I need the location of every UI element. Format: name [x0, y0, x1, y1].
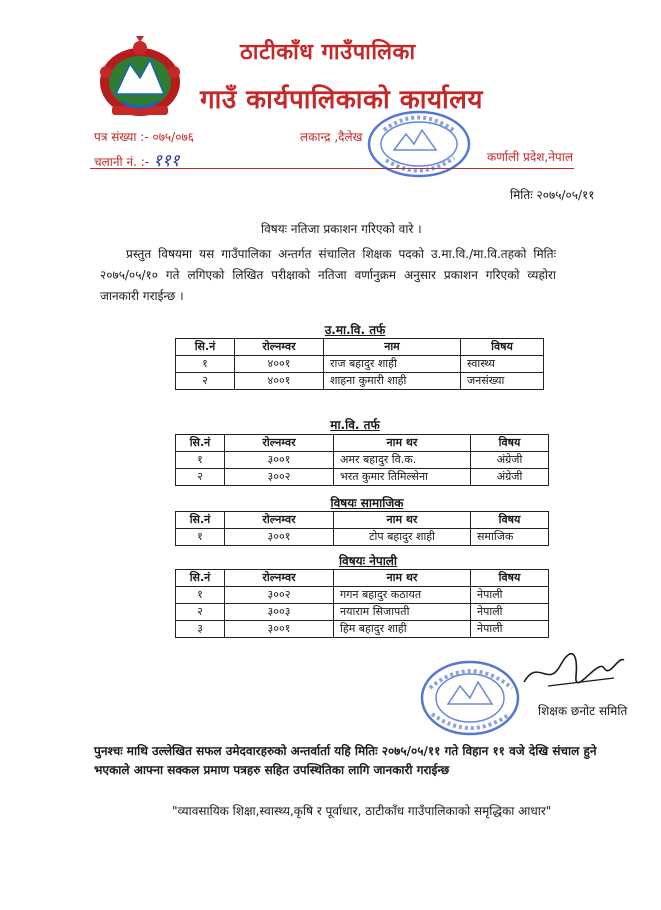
results-table	[175, 569, 549, 638]
col-header: रोल्नम्वर	[225, 435, 334, 452]
signature-icon	[518, 648, 628, 694]
cell: २	[176, 469, 225, 486]
ref-number: पत्र संख्या :- ०७५/०७६	[94, 130, 194, 144]
section-title: विषयः सामाजिक	[330, 496, 404, 510]
col-header: नाम थर	[334, 570, 471, 587]
cell: गगन बहादुर कठायत	[334, 587, 471, 604]
cell: ४००१	[235, 356, 324, 373]
cell: १	[176, 356, 235, 373]
cell: हिम बहादुर शाही	[334, 621, 471, 638]
col-header: नाम	[324, 339, 461, 356]
cell: १	[176, 452, 225, 469]
cell: २	[176, 604, 225, 621]
dispatch-number: १११	[153, 151, 180, 171]
table-row	[176, 604, 549, 621]
cell: जनसंख्या	[461, 373, 544, 390]
cell: समाजिक	[471, 529, 549, 546]
cell: अंग्रेजी	[471, 452, 549, 469]
letter-subject: विषयः नतिजा प्रकाशन गरिएको वारे ।	[261, 222, 422, 236]
cell: २	[176, 373, 235, 390]
dispatch-label: चलानी नं. :-	[94, 155, 150, 169]
table-row	[176, 452, 549, 469]
cell: ३००२	[225, 469, 334, 486]
col-header: सि.नं	[176, 435, 225, 452]
cell: ३००१	[225, 529, 334, 546]
col-header: नाम थर	[334, 512, 471, 529]
col-header: रोल्नम्वर	[225, 512, 334, 529]
col-header: विषय	[471, 512, 549, 529]
cell: नेपाली	[471, 621, 549, 638]
cell: १	[176, 587, 225, 604]
col-header: रोल्नम्वर	[225, 570, 334, 587]
cell: नेपाली	[471, 587, 549, 604]
cell: अमर बहादुर वि.क.	[334, 452, 471, 469]
org-name: ठाटीकाँध गाउँपालिका	[240, 40, 416, 65]
cell: नेपाली	[471, 604, 549, 621]
address-province: कर्णाली प्रदेश,नेपाल	[487, 150, 573, 164]
cell: ३००१	[225, 452, 334, 469]
cell: ३००२	[225, 587, 334, 604]
col-header: सि.नं	[176, 512, 225, 529]
signatory-label: शिक्षक छनोट समिति	[538, 704, 628, 718]
cell: शाहना कुमारी शाही	[324, 373, 461, 390]
col-header: विषय	[471, 570, 549, 587]
results-table	[175, 511, 549, 546]
table-row	[176, 587, 549, 604]
col-header: विषय	[471, 435, 549, 452]
col-header: रोल्नम्वर	[235, 339, 324, 356]
cell: ३	[176, 621, 225, 638]
cell: राज बहादुर शाही	[324, 356, 461, 373]
letter-body: प्रस्तुत विषयमा यस गाउँपालिका अन्तर्गत संचालित शिक्षक पदको उ.मा.वि./मा.वि.तहको मितिः २०७५/०५/१० गते लगिएको लिखित परीक्षाको नतिजा वर्णानुक्रम अनुसार प्रकाशन गरिएको व्यहोरा जानकारी गराईन्छ ।	[100, 247, 556, 303]
table-row	[176, 621, 549, 638]
section-title: मा.वि. तर्फ	[330, 418, 380, 432]
postscript: पुनश्चः माथि उल्लेखित सफल उमेदवारहरुको अन्तर्वार्ता यहि मितिः २०७५/०५/११ गते विहान ११ वजे देखि संचाल हुने भएकाले आफ्ना सक्कल प्रमाण पत्रहरु सहित उपस्थितिका लागि जानकारी गराईन्छ	[94, 744, 597, 777]
cell: ३००३	[225, 604, 334, 621]
letter-date: मितिः २०७५/०५/११	[510, 188, 595, 202]
slogan: "व्यावसायिक शिक्षा,स्वास्थ्य,कृषि र पूर्वाधार, ठाटीकाँध गाउँपालिकाको समृद्धिका आधार"	[172, 804, 552, 818]
col-header: सि.नं	[176, 570, 225, 587]
col-header: विषय	[461, 339, 544, 356]
section-title: उ.मा.वि. तर्फ	[324, 323, 386, 337]
cell: भरत कुमार तिमिल्सेना	[334, 469, 471, 486]
office-stamp-icon	[364, 108, 474, 180]
address-local: लकान्द्र ,दैलेख	[300, 130, 363, 144]
committee-stamp-icon	[418, 658, 522, 738]
table-row	[176, 529, 549, 546]
cell: नयाराम सिजापती	[334, 604, 471, 621]
table-row	[176, 373, 544, 390]
office-name: गाउँ कार्यपालिकाको कार्यालय	[200, 85, 483, 115]
col-header: नाम थर	[334, 435, 471, 452]
header-divider	[90, 168, 574, 169]
nepal-emblem-icon	[92, 32, 188, 122]
table-row	[176, 469, 549, 486]
cell: १	[176, 529, 225, 546]
cell: अंग्रेजी	[471, 469, 549, 486]
results-table	[175, 338, 544, 390]
cell: ४००१	[235, 373, 324, 390]
col-header: सि.नं	[176, 339, 235, 356]
table-row	[176, 356, 544, 373]
cell: टोप बहादुर शाही	[334, 529, 471, 546]
results-table	[175, 434, 549, 486]
section-title: विषयः नेपाली	[338, 554, 398, 568]
cell: स्वास्थ्य	[461, 356, 544, 373]
cell: ३००१	[225, 621, 334, 638]
